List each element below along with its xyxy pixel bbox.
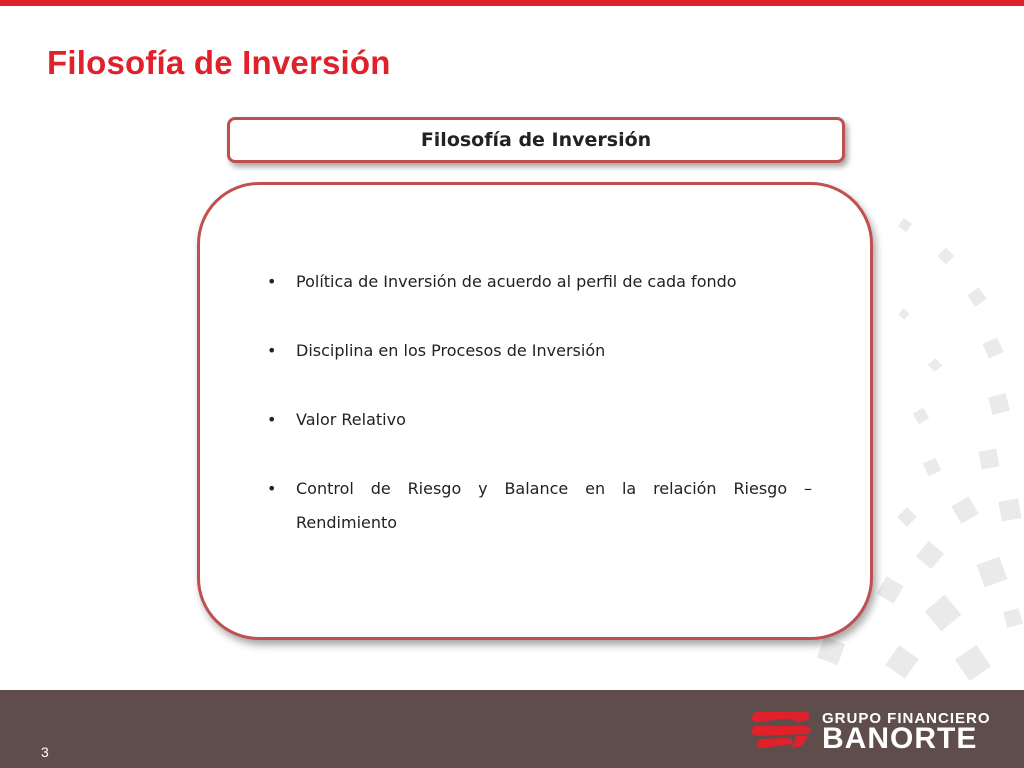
header-box xyxy=(227,117,845,163)
bullet-list xyxy=(262,265,812,575)
header-box-label: Filosofía de Inversión xyxy=(420,129,652,151)
page-number: 3 xyxy=(41,744,49,760)
slide-title: Filosofía de Inversión xyxy=(47,44,391,81)
bullet-item xyxy=(262,265,812,299)
bullet-text: Valor Relativo xyxy=(296,410,406,429)
logo-text-banorte: BANORTE xyxy=(822,722,978,755)
bullet-icon: • xyxy=(267,479,277,498)
bullet-text: Disciplina en los Procesos de Inversión xyxy=(296,341,606,360)
bullet-icon: • xyxy=(267,341,277,360)
bullet-icon: • xyxy=(267,272,277,291)
bullet-text: Control de Riesgo y Balance en la relación Riesgo – Rendimiento xyxy=(296,479,812,532)
content-box xyxy=(197,182,873,640)
banorte-logo-icon xyxy=(746,706,816,752)
bullet-icon: • xyxy=(267,410,277,429)
logo-text-grupo-financiero: GRUPO FINANCIERO xyxy=(822,710,991,727)
bullet-text: Política de Inversión de acuerdo al perfil de cada fondo xyxy=(296,272,737,291)
top-accent-bar xyxy=(0,0,1024,6)
footer-bar xyxy=(0,690,1024,768)
bullet-item xyxy=(262,472,812,540)
bullet-item xyxy=(262,403,812,437)
banorte-logo xyxy=(746,706,1016,756)
bullet-item xyxy=(262,334,812,368)
